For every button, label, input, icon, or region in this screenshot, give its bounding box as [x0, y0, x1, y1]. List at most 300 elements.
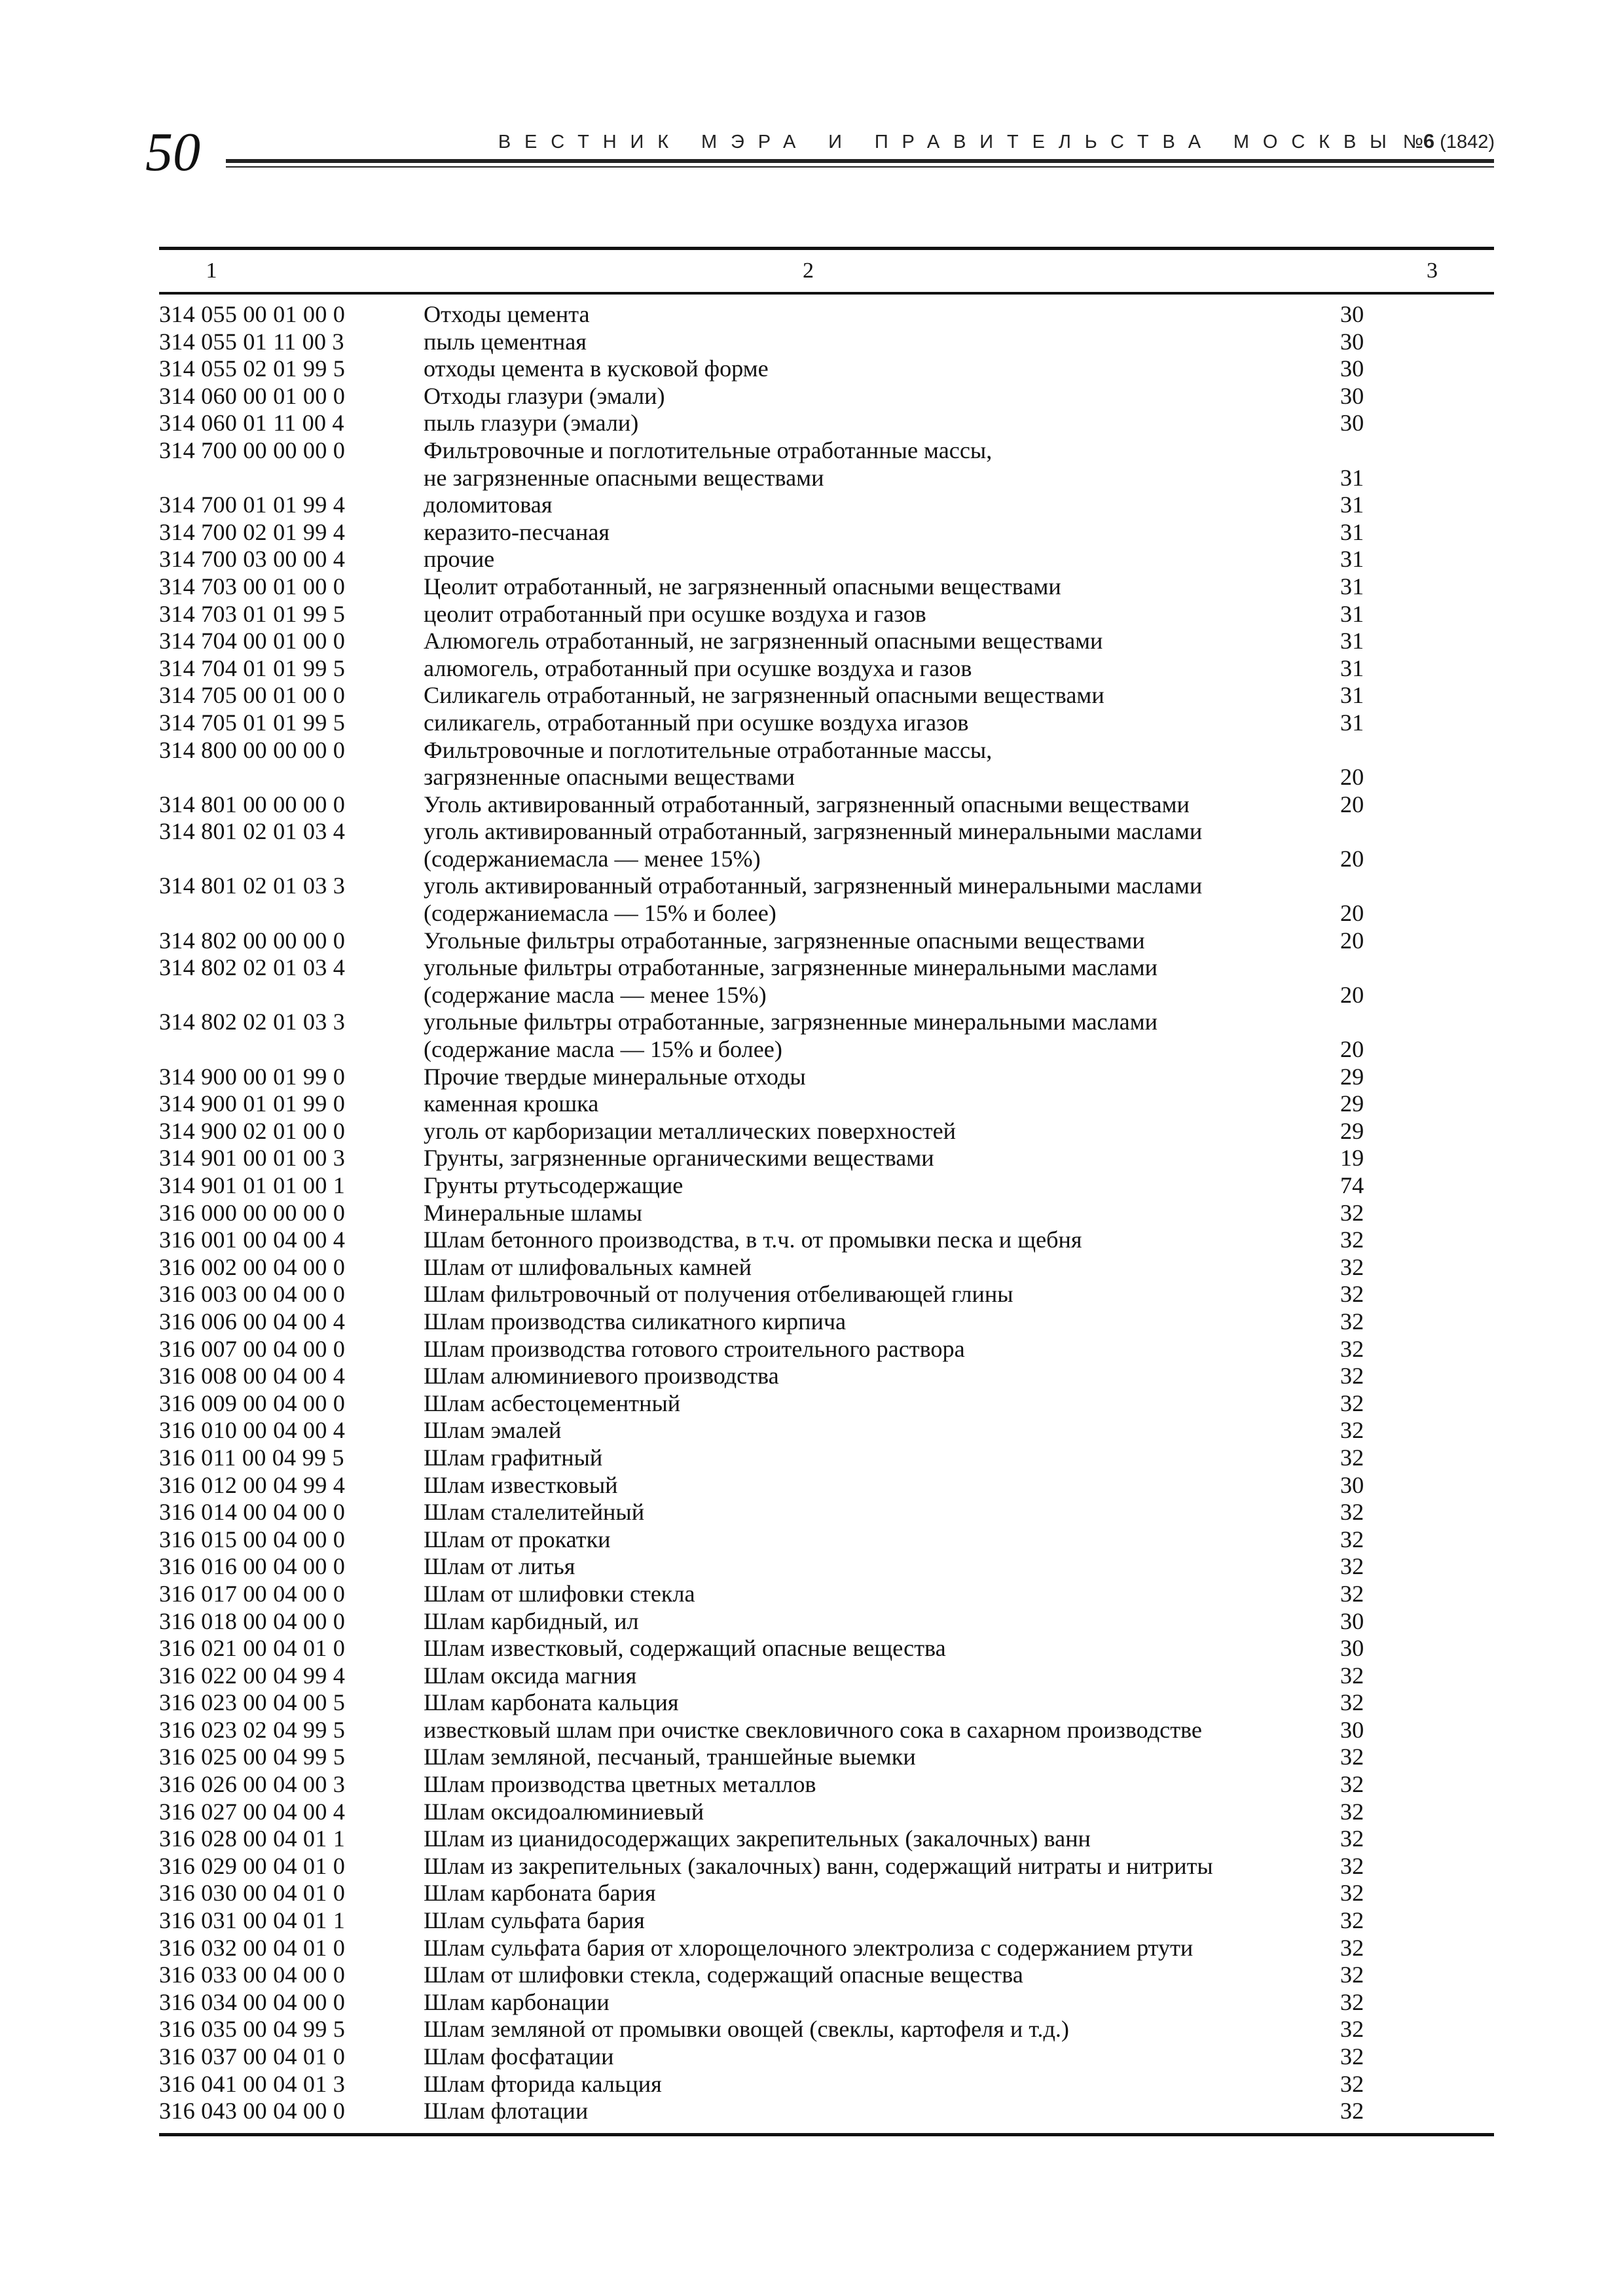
- waste-name-line: пыль цементная: [424, 328, 587, 355]
- hazard-class: [1340, 1390, 1432, 1418]
- hazard-class: [1340, 709, 1432, 737]
- waste-name: [424, 1227, 1340, 1254]
- table-row: [159, 1962, 1494, 1989]
- hazard-class-value: 32: [1340, 2043, 1364, 2070]
- table-row: [159, 1553, 1494, 1581]
- waste-name: [424, 2098, 1340, 2125]
- waste-code: 316 000 00 00 00 0: [159, 1199, 346, 1226]
- waste-name-line: Шлам оксидоалюминиевый: [424, 1798, 704, 1825]
- waste-name-line: уголь активированный отработанный, загрязненный минеральными маслами: [424, 818, 1203, 845]
- waste-name-line: уголь активированный отработанный, загрязненный минеральными маслами: [424, 872, 1203, 899]
- hazard-class: [1340, 2071, 1432, 2098]
- hazard-class-value: 32: [1340, 2098, 1364, 2125]
- hazard-class-value: 32: [1340, 1199, 1364, 1226]
- waste-code: 314 703 01 01 99 5: [159, 600, 346, 627]
- waste-code: 314 700 02 01 99 4: [159, 518, 346, 545]
- waste-name-line: известковый шлам при очистке свекловичного сока в сахарном производстве: [424, 1716, 1202, 1743]
- hazard-class-value: 32: [1340, 1417, 1364, 1444]
- hazard-class-value: 74: [1340, 1172, 1364, 1198]
- table-row: [159, 628, 1494, 655]
- waste-name: [424, 1200, 1340, 1227]
- hazard-class-value: 31: [1340, 573, 1364, 600]
- hazard-class-value: 30: [1340, 382, 1364, 409]
- hazard-class-value: 29: [1340, 1117, 1364, 1144]
- waste-code: 314 901 00 01 00 3: [159, 1145, 346, 1172]
- table-row: [159, 709, 1494, 737]
- hazard-class-value: 32: [1340, 1253, 1364, 1280]
- waste-name-line: Шлам производства силикатного кирпича: [424, 1308, 847, 1335]
- waste-code: 314 055 00 01 00 0: [159, 301, 346, 327]
- hazard-class: [1340, 1662, 1432, 1690]
- waste-name-line: алюмогель, отработанный при осушке воздуха и газов: [424, 655, 972, 681]
- waste-code: 314 060 01 11 00 4: [159, 410, 344, 437]
- hazard-class-value: 32: [1340, 1962, 1364, 1988]
- hazard-class: [1340, 872, 1432, 927]
- waste-code: 316 031 00 04 01 1: [159, 1907, 346, 1934]
- hazard-class: [1340, 1935, 1432, 1962]
- waste-name-line: Шлам фильтровочный от получения отбеливающей глины: [424, 1281, 1013, 1308]
- waste-name-line: Отходы глазури (эмали): [424, 382, 665, 409]
- waste-code: 316 023 02 04 99 5: [159, 1716, 346, 1743]
- hazard-class-value: 19: [1340, 1145, 1364, 1172]
- waste-name: [424, 1145, 1340, 1172]
- waste-name-line: Шлам карбидный, ил: [424, 1607, 639, 1634]
- hazard-class-value: 32: [1340, 1662, 1364, 1689]
- table-row: [159, 1608, 1494, 1636]
- waste-name-line: отходы цемента в кусковой форме: [424, 355, 769, 382]
- waste-name-line: Минеральные шламы: [424, 1199, 642, 1226]
- hazard-class: [1340, 383, 1432, 410]
- table-body: [159, 295, 1494, 2125]
- waste-name: [424, 355, 1340, 383]
- table-row: [159, 383, 1494, 410]
- hazard-class-value: 31: [1340, 546, 1364, 573]
- waste-name: [424, 329, 1340, 356]
- hazard-class-value: 32: [1340, 1335, 1364, 1362]
- column-header-1: 1: [206, 259, 217, 283]
- waste-code: 314 800 00 00 00 0: [159, 736, 346, 763]
- waste-code: 316 026 00 04 00 3: [159, 1771, 346, 1798]
- waste-name-line: Шлам сульфата бария от хлорощелочного электролиза с содержанием ртути: [424, 1934, 1194, 1961]
- waste-code: 316 034 00 04 00 0: [159, 1988, 346, 2015]
- table-row: [159, 1771, 1494, 1799]
- table-row: [159, 1227, 1494, 1254]
- table-row: [159, 329, 1494, 356]
- waste-name: [424, 1608, 1340, 1636]
- waste-name-line: Шлам асбестоцементный: [424, 1390, 681, 1416]
- waste-code: 314 801 00 00 00 0: [159, 791, 346, 817]
- table-row: [159, 2098, 1494, 2125]
- waste-name: [424, 519, 1340, 547]
- waste-code: 316 028 00 04 01 1: [159, 1825, 346, 1852]
- hazard-class: [1340, 2016, 1432, 2043]
- waste-table: [159, 247, 1494, 2136]
- hazard-class: [1340, 573, 1432, 601]
- waste-name: [424, 1390, 1340, 1418]
- waste-name-line: Шлам производства готового строительного раствора: [424, 1335, 965, 1362]
- table-row: [159, 682, 1494, 709]
- waste-name-line: Силикагель отработанный, не загрязненный опасными веществами: [424, 682, 1104, 709]
- hazard-class: [1340, 1907, 1432, 1935]
- waste-name: [424, 1118, 1340, 1145]
- hazard-class: [1340, 410, 1432, 437]
- waste-name-line: Шлам земляной от промывки овощей (свеклы, картофеля и т.д.): [424, 2016, 1069, 2043]
- table-row: [159, 519, 1494, 547]
- waste-name-line: Шлам алюминиевого производства: [424, 1363, 779, 1390]
- hazard-class: [1340, 1744, 1432, 1771]
- waste-name: [424, 818, 1340, 872]
- waste-name: [424, 1472, 1340, 1499]
- table-row: [159, 1581, 1494, 1608]
- waste-name: [424, 2043, 1340, 2071]
- waste-name: [424, 383, 1340, 410]
- waste-name-line: Шлам сульфата бария: [424, 1907, 645, 1934]
- table-row: [159, 1444, 1494, 1472]
- waste-name-line: пыль глазури (эмали): [424, 410, 639, 437]
- issue-number: 6: [1423, 130, 1435, 152]
- waste-name-line: загрязненные опасными веществами: [424, 764, 795, 791]
- hazard-class-value: 31: [1340, 600, 1364, 627]
- waste-name-line: прочие: [424, 546, 495, 573]
- table-row: [159, 1145, 1494, 1172]
- journal-title: ВЕСТНИК МЭРА И ПРАВИТЕЛЬСТВА МОСКВЫ: [498, 132, 1400, 152]
- table-row: [159, 1526, 1494, 1554]
- hazard-class-value: 32: [1340, 1444, 1364, 1471]
- hazard-class-value: 32: [1340, 1308, 1364, 1335]
- waste-name: [424, 1009, 1340, 1063]
- hazard-class-value: 31: [1340, 709, 1364, 736]
- waste-code: 316 014 00 04 00 0: [159, 1499, 346, 1526]
- hazard-class-value: 32: [1340, 1825, 1364, 1852]
- hazard-class-value: 31: [1340, 518, 1364, 545]
- table-row: [159, 1090, 1494, 1118]
- hazard-class-value: 32: [1340, 1281, 1364, 1308]
- hazard-class-value: 31: [1340, 464, 1364, 491]
- hazard-class-value: 32: [1340, 2016, 1364, 2043]
- hazard-class: [1340, 1962, 1432, 1989]
- waste-code: 316 022 00 04 99 4: [159, 1662, 346, 1689]
- waste-name: [424, 1308, 1340, 1336]
- waste-name: [424, 1771, 1340, 1799]
- waste-name-line: Шлам флотации: [424, 2098, 589, 2125]
- issue-total: (1842): [1440, 132, 1495, 152]
- hazard-class: [1340, 1499, 1432, 1526]
- waste-name: [424, 1090, 1340, 1118]
- table-row: [159, 1390, 1494, 1418]
- header-rule-thin: [226, 166, 1494, 168]
- hazard-class: [1340, 927, 1432, 955]
- waste-name-line: (содержание масла — менее 15%): [424, 981, 767, 1008]
- waste-name: [424, 1499, 1340, 1526]
- waste-name: [424, 546, 1340, 573]
- table-row: [159, 2071, 1494, 2098]
- page-number: 50: [145, 122, 200, 183]
- waste-code: 314 802 00 00 00 0: [159, 927, 346, 954]
- waste-code: 316 001 00 04 00 4: [159, 1227, 346, 1253]
- table-row: [159, 1336, 1494, 1363]
- waste-code: 314 802 02 01 03 3: [159, 1009, 346, 1035]
- waste-name: [424, 410, 1340, 437]
- waste-name: [424, 1935, 1340, 1962]
- hazard-class-value: 32: [1340, 1227, 1364, 1253]
- waste-name: [424, 1254, 1340, 1282]
- hazard-class: [1340, 954, 1432, 1009]
- hazard-class: [1340, 301, 1432, 329]
- table-row: [159, 1064, 1494, 1091]
- waste-code: 314 700 01 01 99 4: [159, 492, 346, 518]
- table-row: [159, 1172, 1494, 1200]
- table-row: [159, 1009, 1494, 1063]
- waste-name-line: Шлам сталелитейный: [424, 1499, 645, 1526]
- hazard-class: [1340, 1989, 1432, 2017]
- column-header-3: 3: [1427, 259, 1438, 283]
- waste-name: [424, 1989, 1340, 2017]
- waste-name: [424, 1281, 1340, 1308]
- waste-name: [424, 1744, 1340, 1771]
- waste-name: [424, 655, 1340, 683]
- waste-name: [424, 927, 1340, 955]
- waste-name: [424, 1526, 1340, 1554]
- waste-name-line: Фильтровочные и поглотительные отработанные массы,: [424, 736, 993, 763]
- table-row: [159, 655, 1494, 683]
- waste-name-line: Шлам фторида кальция: [424, 2070, 662, 2097]
- table-row: [159, 1254, 1494, 1282]
- hazard-class: [1340, 1689, 1432, 1717]
- hazard-class-value: 32: [1340, 1689, 1364, 1716]
- waste-name: [424, 628, 1340, 655]
- column-header-2: 2: [803, 259, 814, 283]
- hazard-class-value: 30: [1340, 1471, 1364, 1498]
- hazard-class: [1340, 1145, 1432, 1172]
- table-row: [159, 954, 1494, 1009]
- hazard-class-value: 30: [1340, 1716, 1364, 1743]
- hazard-class: [1340, 1363, 1432, 1390]
- waste-name-line: доломитовая: [424, 492, 553, 518]
- waste-name: [424, 492, 1340, 519]
- waste-code: 316 002 00 04 00 0: [159, 1253, 346, 1280]
- waste-name: [424, 1064, 1340, 1091]
- waste-code: 316 043 00 04 00 0: [159, 2098, 346, 2125]
- waste-code: 316 029 00 04 01 0: [159, 1852, 346, 1879]
- waste-name-line: Фильтровочные и поглотительные отработанные массы,: [424, 437, 993, 463]
- waste-code: 316 007 00 04 00 0: [159, 1335, 346, 1362]
- table-row: [159, 1499, 1494, 1526]
- waste-name: [424, 1689, 1340, 1717]
- waste-name-line: Грунты ртутьсодержащие: [424, 1172, 684, 1198]
- waste-name-line: (содержание масла — 15% и более): [424, 1036, 782, 1063]
- waste-code: 316 008 00 04 00 4: [159, 1363, 346, 1390]
- hazard-class: [1340, 1771, 1432, 1799]
- table-row: [159, 1200, 1494, 1227]
- hazard-class-value: 20: [1340, 791, 1364, 817]
- waste-code: 314 801 02 01 03 3: [159, 872, 346, 899]
- hazard-class-value: 32: [1340, 1499, 1364, 1526]
- waste-code: 316 025 00 04 99 5: [159, 1744, 346, 1770]
- journal-header: [498, 128, 1495, 155]
- hazard-class-value: 20: [1340, 900, 1364, 927]
- waste-name-line: Угольные фильтры отработанные, загрязненные опасными веществами: [424, 927, 1145, 954]
- issue-label: №: [1402, 132, 1423, 152]
- waste-code: 314 802 02 01 03 4: [159, 954, 346, 981]
- waste-code: 314 900 01 01 99 0: [159, 1090, 346, 1117]
- waste-code: 314 700 03 00 00 4: [159, 546, 346, 573]
- waste-code: 316 032 00 04 01 0: [159, 1934, 346, 1961]
- waste-code: 316 021 00 04 01 0: [159, 1635, 346, 1662]
- hazard-class-value: 31: [1340, 655, 1364, 681]
- waste-name-line: Шлам от шлифовки стекла: [424, 1580, 695, 1607]
- waste-name: [424, 1799, 1340, 1826]
- waste-name-line: Шлам карбоната бария: [424, 1880, 656, 1907]
- waste-code: 316 018 00 04 00 0: [159, 1607, 346, 1634]
- hazard-class: [1340, 1281, 1432, 1308]
- table-row: [159, 1717, 1494, 1744]
- waste-code: 314 900 00 01 99 0: [159, 1063, 346, 1090]
- waste-name-line: (содержаниемасла — менее 15%): [424, 845, 761, 872]
- waste-name-line: Шлам из цианидосодержащих закрепительных (закалочных) ванн: [424, 1825, 1091, 1852]
- hazard-class-value: 32: [1340, 1798, 1364, 1825]
- table-row: [159, 1744, 1494, 1771]
- hazard-class-value: 20: [1340, 845, 1364, 872]
- table-row: [159, 1662, 1494, 1690]
- hazard-class: [1340, 1417, 1432, 1444]
- waste-code: 316 009 00 04 00 0: [159, 1390, 346, 1416]
- waste-name-line: Шлам из закрепительных (закалочных) ванн, содержащий нитраты и нитриты: [424, 1852, 1213, 1879]
- waste-name: [424, 709, 1340, 737]
- hazard-class: [1340, 1635, 1432, 1662]
- hazard-class-value: 32: [1340, 1880, 1364, 1907]
- hazard-class: [1340, 628, 1432, 655]
- waste-name-line: Отходы цемента: [424, 301, 590, 327]
- waste-name-line: не загрязненные опасными веществами: [424, 464, 824, 491]
- hazard-class-value: 20: [1340, 764, 1364, 791]
- table-bottom-border: [159, 2133, 1494, 2136]
- hazard-class: [1340, 1118, 1432, 1145]
- hazard-class: [1340, 1581, 1432, 1608]
- hazard-class: [1340, 1553, 1432, 1581]
- waste-name: [424, 1880, 1340, 1907]
- waste-code: 316 037 00 04 01 0: [159, 2043, 346, 2070]
- hazard-class-value: 31: [1340, 682, 1364, 709]
- table-row: [159, 1417, 1494, 1444]
- hazard-class: [1340, 1526, 1432, 1554]
- waste-name: [424, 573, 1340, 601]
- waste-name: [424, 1962, 1340, 1989]
- waste-name-line: Шлам известковый, содержащий опасные вещества: [424, 1635, 946, 1662]
- waste-name-line: цеолит отработанный при осушке воздуха и газов: [424, 600, 926, 627]
- table-row: [159, 1472, 1494, 1499]
- waste-name-line: Шлам от шлифовальных камней: [424, 1253, 752, 1280]
- hazard-class-value: 31: [1340, 492, 1364, 518]
- waste-code: 316 030 00 04 01 0: [159, 1880, 346, 1907]
- waste-name: [424, 737, 1340, 791]
- hazard-class-value: 30: [1340, 301, 1364, 327]
- waste-name: [424, 1717, 1340, 1744]
- waste-code: 316 033 00 04 00 0: [159, 1962, 346, 1988]
- hazard-class-value: 20: [1340, 927, 1364, 954]
- waste-name-line: Шлам бетонного производства, в т.ч. от промывки песка и щебня: [424, 1227, 1082, 1253]
- hazard-class-value: 30: [1340, 410, 1364, 437]
- waste-code: 316 041 00 04 01 3: [159, 2070, 346, 2097]
- hazard-class: [1340, 682, 1432, 709]
- waste-name: [424, 1444, 1340, 1472]
- waste-name-line: (содержаниемасла — 15% и более): [424, 900, 776, 927]
- waste-name: [424, 437, 1340, 492]
- waste-name-line: Шлам эмалей: [424, 1417, 562, 1444]
- table-row: [159, 1853, 1494, 1880]
- waste-name-line: Шлам от прокатки: [424, 1526, 611, 1552]
- waste-code: 316 035 00 04 99 5: [159, 2016, 346, 2043]
- hazard-class: [1340, 1200, 1432, 1227]
- waste-name-line: Шлам фосфатации: [424, 2043, 614, 2070]
- waste-code: 314 901 01 01 00 1: [159, 1172, 346, 1198]
- hazard-class: [1340, 1799, 1432, 1826]
- hazard-class-value: 31: [1340, 628, 1364, 655]
- hazard-class: [1340, 355, 1432, 383]
- hazard-class: [1340, 1853, 1432, 1880]
- hazard-class-value: 20: [1340, 1036, 1364, 1063]
- waste-code: 314 704 01 01 99 5: [159, 655, 346, 681]
- hazard-class: [1340, 1308, 1432, 1336]
- hazard-class-value: 20: [1340, 981, 1364, 1008]
- waste-name: [424, 1417, 1340, 1444]
- hazard-class-value: 32: [1340, 1988, 1364, 2015]
- hazard-class-value: 32: [1340, 1907, 1364, 1934]
- waste-name: [424, 1635, 1340, 1662]
- waste-name: [424, 301, 1340, 329]
- waste-code: 316 016 00 04 00 0: [159, 1553, 346, 1580]
- hazard-class-value: 32: [1340, 1580, 1364, 1607]
- hazard-class-value: 30: [1340, 1607, 1364, 1634]
- table-row: [159, 2016, 1494, 2043]
- waste-code: 314 900 02 01 00 0: [159, 1117, 346, 1144]
- waste-name: [424, 682, 1340, 709]
- table-row: [159, 1907, 1494, 1935]
- header-rule-thick: [226, 159, 1494, 163]
- waste-name-line: Грунты, загрязненные органическими веществами: [424, 1145, 934, 1172]
- waste-code: 316 003 00 04 00 0: [159, 1281, 346, 1308]
- table-row: [159, 1281, 1494, 1308]
- waste-name-line: Шлам известковый: [424, 1471, 618, 1498]
- waste-code: 314 055 02 01 99 5: [159, 355, 346, 382]
- hazard-class-value: 30: [1340, 1635, 1364, 1662]
- waste-code: 316 015 00 04 00 0: [159, 1526, 346, 1552]
- waste-code: 316 023 00 04 00 5: [159, 1689, 346, 1716]
- hazard-class-value: 32: [1340, 1771, 1364, 1798]
- waste-code: 316 011 00 04 99 5: [159, 1444, 344, 1471]
- hazard-class: [1340, 601, 1432, 628]
- waste-name-line: угольные фильтры отработанные, загрязненные минеральными маслами: [424, 954, 1158, 981]
- table-row: [159, 1118, 1494, 1145]
- hazard-class: [1340, 437, 1432, 492]
- waste-name: [424, 1581, 1340, 1608]
- table-row: [159, 410, 1494, 437]
- hazard-class-value: 30: [1340, 355, 1364, 382]
- waste-name-line: Цеолит отработанный, не загрязненный опасными веществами: [424, 573, 1061, 600]
- waste-name-line: Шлам оксида магния: [424, 1662, 637, 1689]
- waste-name: [424, 1662, 1340, 1690]
- hazard-class: [1340, 1336, 1432, 1363]
- hazard-class-value: 32: [1340, 1363, 1364, 1390]
- table-row: [159, 1989, 1494, 2017]
- waste-name-line: Прочие твердые минеральные отходы: [424, 1063, 806, 1090]
- hazard-class: [1340, 1472, 1432, 1499]
- waste-name-line: силикагель, отработанный при осушке воздуха игазов: [424, 709, 969, 736]
- hazard-class: [1340, 1064, 1432, 1091]
- waste-name-line: Алюмогель отработанный, не загрязненный опасными веществами: [424, 628, 1103, 655]
- hazard-class: [1340, 492, 1432, 519]
- waste-name-line: Шлам карбоната кальция: [424, 1689, 679, 1716]
- table-row: [159, 1935, 1494, 1962]
